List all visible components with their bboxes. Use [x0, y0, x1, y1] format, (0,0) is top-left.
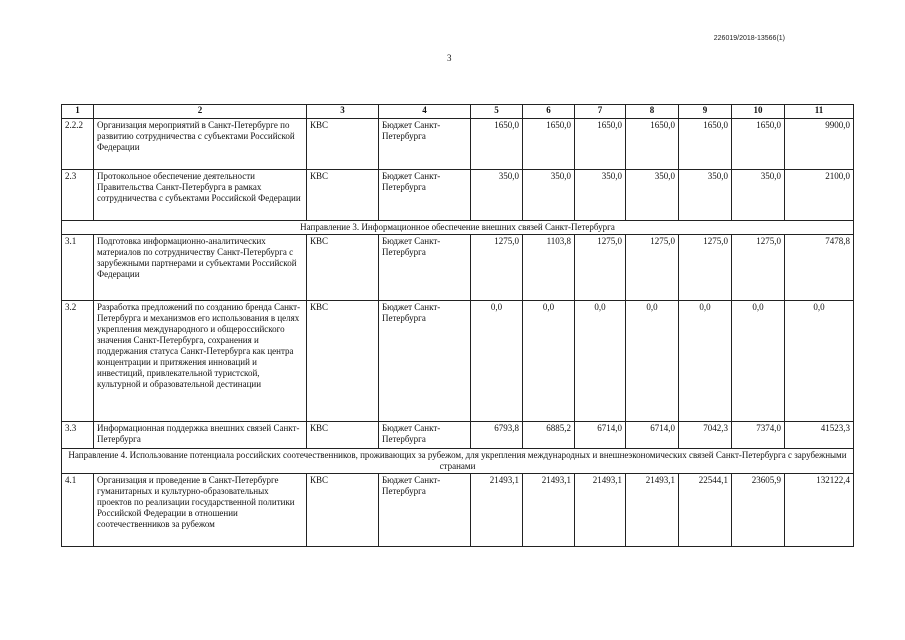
value-cell: 0,0: [732, 301, 785, 422]
table-row: [62, 422, 854, 449]
value-cell: 1650,0: [575, 119, 626, 170]
value-cell: 21493,1: [523, 474, 575, 547]
row-executor: КВС: [307, 235, 379, 301]
table-row: [62, 170, 854, 221]
value-cell: 350,0: [523, 170, 575, 221]
row-source: Бюджет Санкт-Петербурга: [379, 301, 471, 422]
row-id: 3.1: [62, 235, 94, 301]
column-header: 6: [523, 105, 575, 119]
value-cell: 21493,1: [575, 474, 626, 547]
value-cell: 0,0: [575, 301, 626, 422]
value-cell: 7042,3: [679, 422, 732, 449]
column-header: 8: [626, 105, 679, 119]
value-cell: 0,0: [523, 301, 575, 422]
value-cell: 22544,1: [679, 474, 732, 547]
column-header: 7: [575, 105, 626, 119]
column-header: 11: [785, 105, 854, 119]
row-executor: КВС: [307, 119, 379, 170]
row-title: Разработка предложений по созданию бренда Санкт-Петербурга и механизмов его использования в целях укрепления международного и общероссийского значения Санкт-Петербурга, сохранения и поддержания статуса Санкт-Петербурга как центра концентрации и притяжения инноваций и инвестиций, привлекательной туристской, культурной и образовательной дестинации: [94, 301, 307, 422]
column-header: 10: [732, 105, 785, 119]
row-id: 3.3: [62, 422, 94, 449]
value-cell: 7374,0: [732, 422, 785, 449]
total-cell: 2100,0: [785, 170, 854, 221]
table-row: [62, 474, 854, 547]
row-title: Подготовка информационно-аналитических материалов по сотрудничеству Санкт-Петербурга с зарубежными партнерами и субъектами Российской Федерации: [94, 235, 307, 301]
value-cell: 1650,0: [523, 119, 575, 170]
total-cell: 0,0: [785, 301, 854, 422]
section-heading: Направление 4. Использование потенциала российских соотечественников, проживающих за рубежом, для укрепления международных и внешнеэкономических связей Санкт-Петербурга с зарубежными странами: [62, 449, 854, 474]
row-title: Организация мероприятий в Санкт-Петербурге по развитию сотрудничества с субъектами Российской Федерации: [94, 119, 307, 170]
value-cell: 0,0: [626, 301, 679, 422]
row-executor: КВС: [307, 301, 379, 422]
value-cell: 1275,0: [575, 235, 626, 301]
value-cell: 350,0: [679, 170, 732, 221]
value-cell: 350,0: [626, 170, 679, 221]
value-cell: 6793,8: [471, 422, 523, 449]
row-source: Бюджет Санкт-Петербурга: [379, 422, 471, 449]
value-cell: 0,0: [679, 301, 732, 422]
value-cell: 21493,1: [626, 474, 679, 547]
row-id: 2.2.2: [62, 119, 94, 170]
value-cell: 1275,0: [679, 235, 732, 301]
page-number: 3: [447, 53, 452, 63]
value-cell: 1650,0: [679, 119, 732, 170]
total-cell: 9900,0: [785, 119, 854, 170]
total-cell: 7478,8: [785, 235, 854, 301]
value-cell: 0,0: [471, 301, 523, 422]
table-row: [62, 119, 854, 170]
total-cell: 41523,3: [785, 422, 854, 449]
section-row: [62, 449, 854, 474]
row-executor: КВС: [307, 422, 379, 449]
column-header-row: [62, 105, 854, 119]
row-source: Бюджет Санкт-Петербурга: [379, 170, 471, 221]
value-cell: 1275,0: [626, 235, 679, 301]
column-header: 1: [62, 105, 94, 119]
value-cell: 1650,0: [626, 119, 679, 170]
budget-table: [61, 104, 854, 547]
column-header: 3: [307, 105, 379, 119]
table-row: [62, 235, 854, 301]
row-executor: КВС: [307, 474, 379, 547]
value-cell: 6885,2: [523, 422, 575, 449]
value-cell: 6714,0: [626, 422, 679, 449]
row-title: Организация и проведение в Санкт-Петербурге гуманитарных и культурно-образовательных проектов по реализации государственной политики Российской Федерации в отношении соотечественников за рубежом: [94, 474, 307, 547]
value-cell: 350,0: [575, 170, 626, 221]
row-executor: КВС: [307, 170, 379, 221]
column-header: 2: [94, 105, 307, 119]
column-header: 4: [379, 105, 471, 119]
section-heading: Направление 3. Информационное обеспечение внешних связей Санкт-Петербурга: [62, 221, 854, 235]
document-id: 226019/2018-13566(1): [713, 35, 785, 42]
row-id: 2.3: [62, 170, 94, 221]
section-row: [62, 221, 854, 235]
row-source: Бюджет Санкт-Петербурга: [379, 235, 471, 301]
value-cell: 350,0: [471, 170, 523, 221]
value-cell: 6714,0: [575, 422, 626, 449]
row-id: 4.1: [62, 474, 94, 547]
row-title: Протокольное обеспечение деятельности Правительства Санкт-Петербурга в рамках сотрудничества с субъектами Российской Федерации: [94, 170, 307, 221]
value-cell: 1275,0: [732, 235, 785, 301]
value-cell: 1275,0: [471, 235, 523, 301]
value-cell: 350,0: [732, 170, 785, 221]
value-cell: 1650,0: [471, 119, 523, 170]
value-cell: 1650,0: [732, 119, 785, 170]
value-cell: 1103,8: [523, 235, 575, 301]
row-source: Бюджет Санкт-Петербурга: [379, 119, 471, 170]
total-cell: 132122,4: [785, 474, 854, 547]
value-cell: 23605,9: [732, 474, 785, 547]
table-row: [62, 301, 854, 422]
value-cell: 21493,1: [471, 474, 523, 547]
column-header: 9: [679, 105, 732, 119]
column-header: 5: [471, 105, 523, 119]
row-id: 3.2: [62, 301, 94, 422]
row-title: Информационная поддержка внешних связей Санкт-Петербурга: [94, 422, 307, 449]
row-source: Бюджет Санкт-Петербурга: [379, 474, 471, 547]
